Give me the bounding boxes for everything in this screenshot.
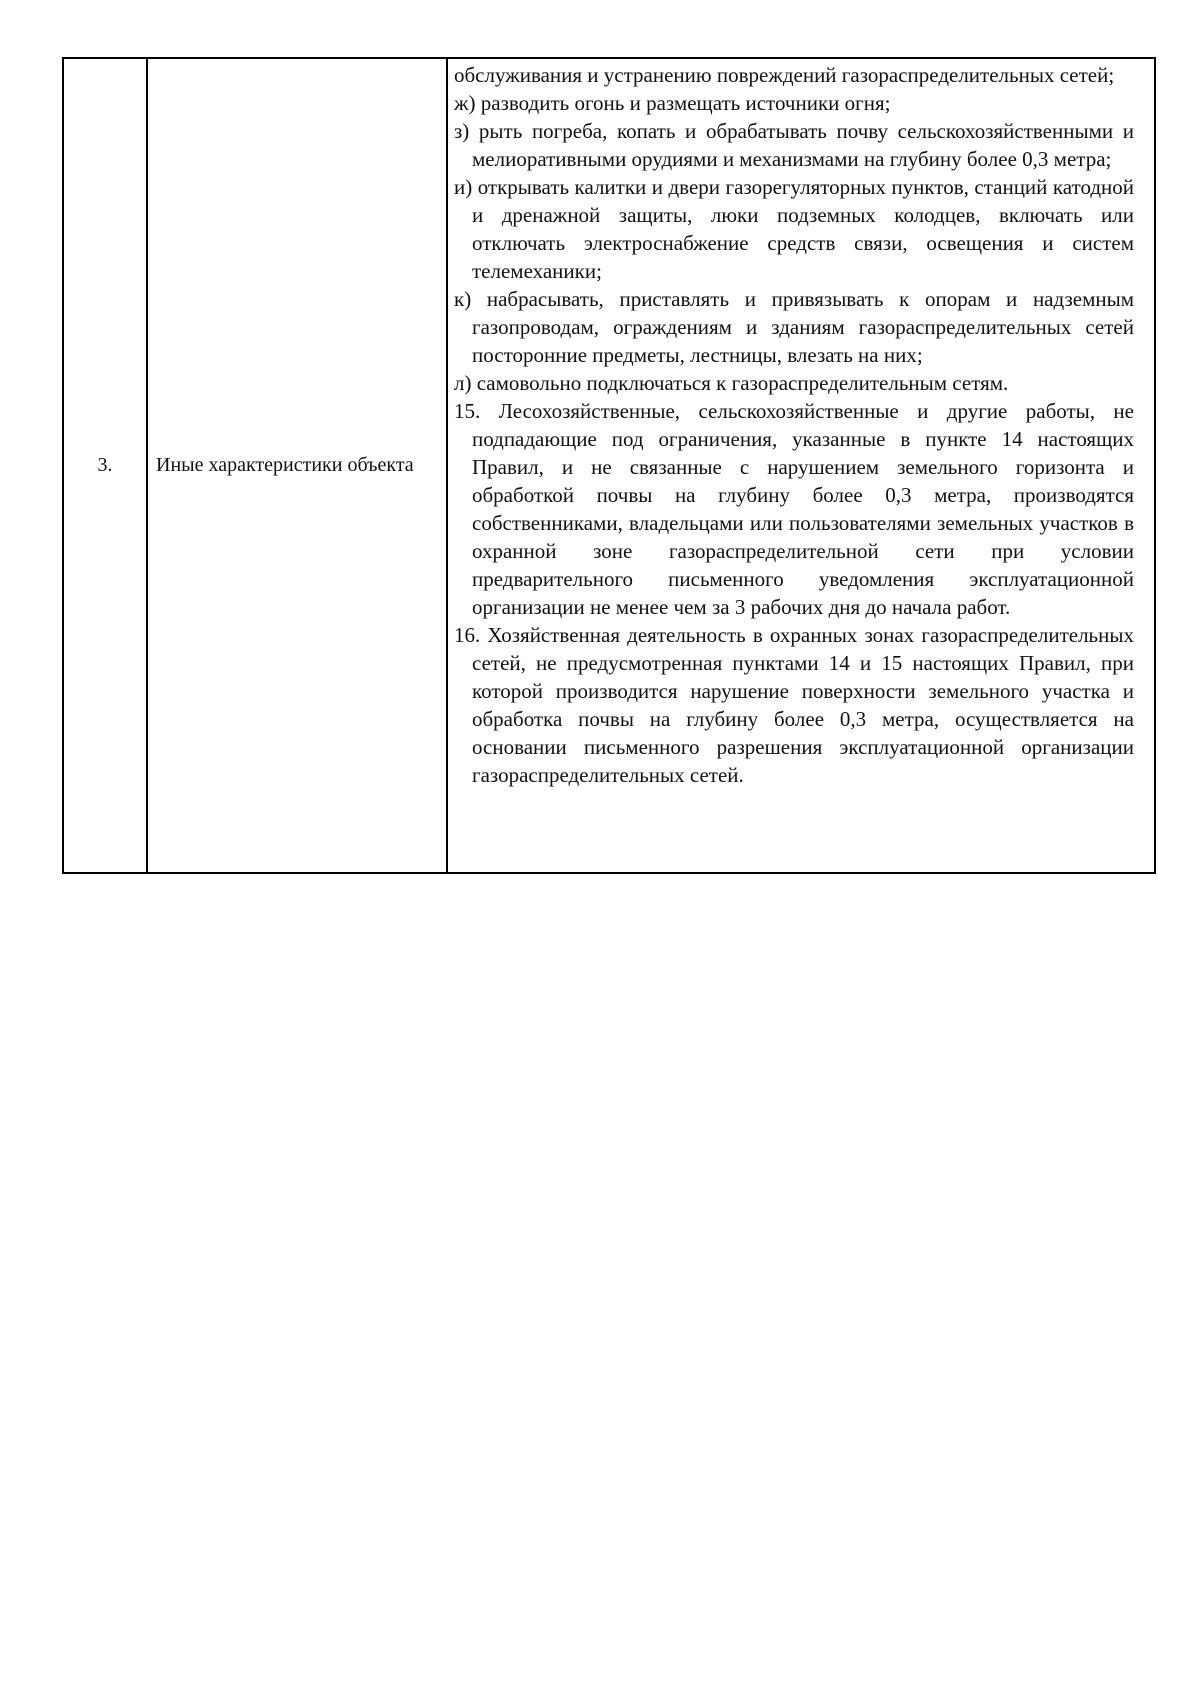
paragraph: 15. Лесохозяйственные, сельскохозяйственные и другие работы, не подпадающие под ограничения, указанные в пункте 14 настоящих Правил, и не связанные с нарушением земельного горизонта и обработкой почвы на глубину более 0,3 метра, производятся собственниками, владельцами или пользователями земельных участков в охранной зоне газораспределительной сети при условии предварительного письменного уведомления эксплуатационной организации не менее чем за 3 рабочих дня до начала работ. bbox=[454, 399, 1134, 619]
paragraph: и) открывать калитки и двери газорегуляторных пунктов, станций катодной и дренажной защиты, люки подземных колодцев, включать или отключать электроснабжение средств связи, освещения и систем телемеханики; bbox=[454, 175, 1134, 283]
paragraph: з) рыть погреба, копать и обрабатывать почву сельскохозяйственными и мелиоративными орудиями и механизмами на глубину более 0,3 метра; bbox=[454, 119, 1134, 171]
paragraph: 16. Хозяйственная деятельность в охранных зонах газораспределительных сетей, не предусмотренная пунктами 14 и 15 настоящих Правил, при которой производится нарушение поверхности земельного участка и обработка почвы на глубину более 0,3 метра, осуществляется на основании письменного разрешения эксплуатационной организации газораспределительных сетей. bbox=[454, 623, 1134, 787]
paragraph: ж) разводить огонь и размещать источники огня; bbox=[454, 91, 891, 115]
row-name: Иные характеристики объекта bbox=[147, 58, 447, 873]
paragraph: к) набрасывать, приставлять и привязывать к опорам и надземным газопроводам, ограждениям и зданиям газораспределительных сетей посторонние предметы, лестницы, влезать на них; bbox=[454, 287, 1134, 367]
description-text bbox=[448, 59, 1154, 872]
paragraph: обслуживания и устранению повреждений газораспределительных сетей; bbox=[454, 63, 1115, 87]
table-row bbox=[63, 58, 1155, 873]
row-description-cell bbox=[447, 58, 1155, 873]
paragraph: л) самовольно подключаться к газораспределительным сетям. bbox=[454, 371, 1009, 395]
document-table bbox=[62, 57, 1156, 874]
row-number: 3. bbox=[63, 58, 147, 873]
